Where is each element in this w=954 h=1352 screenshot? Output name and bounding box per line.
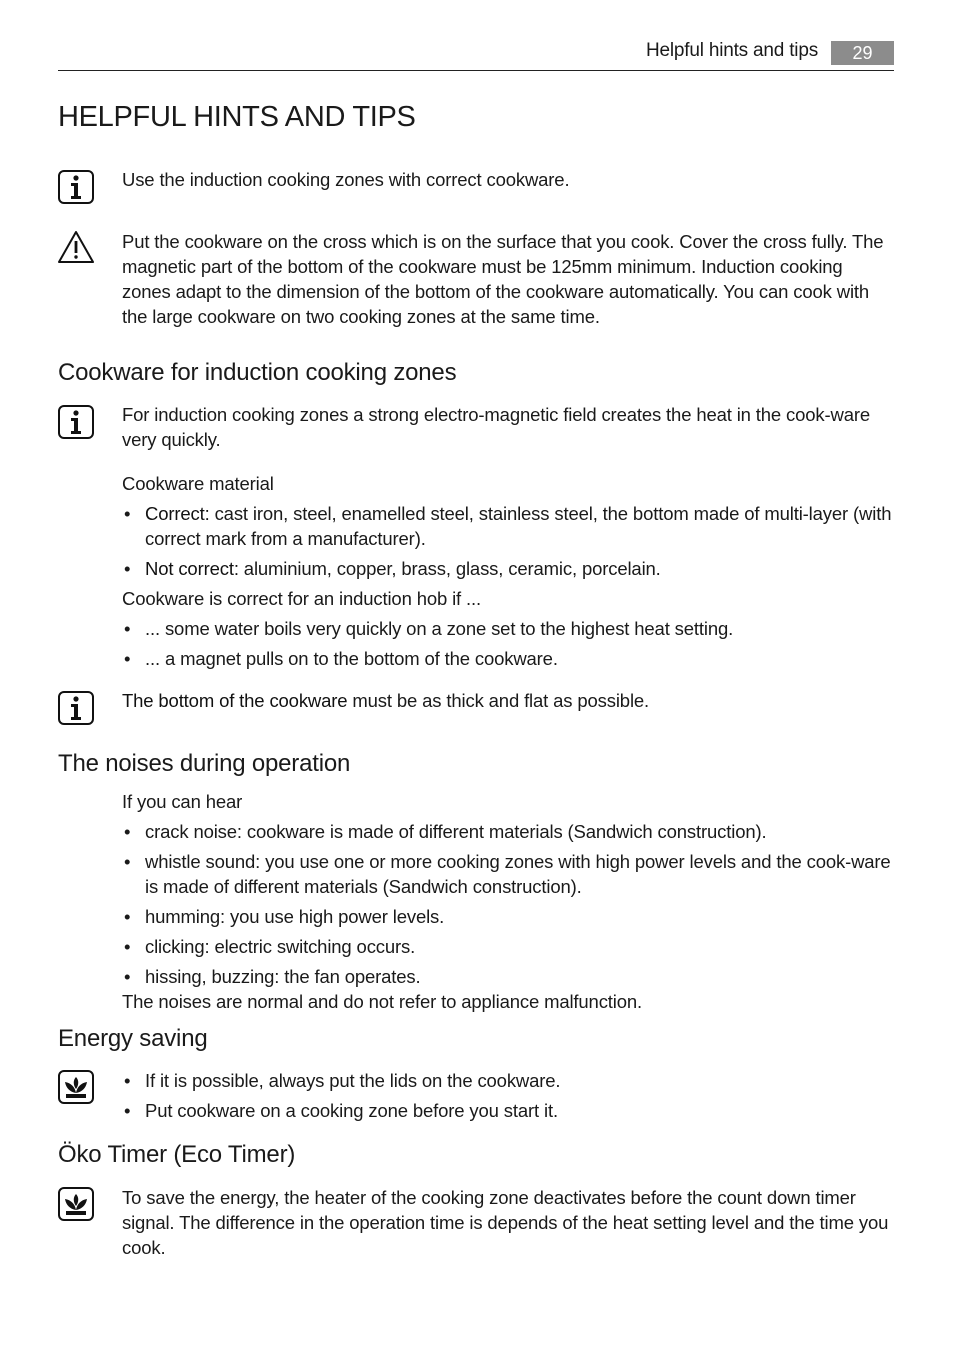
intro-warning-text: Put the cookware on the cross which is on the surface that you cook. Cover the cross fully. The magnetic part of the bottom of the cookware must be 125mm minimum. Induction cooking zones adapt to the dimension of the bottom of the cookware automatically. You can cook with the large cookware on two cooking zones at the same time. xyxy=(122,231,884,327)
energy-list xyxy=(122,1068,896,1123)
page-number: 29 xyxy=(831,41,894,65)
correct-text: cast iron, steel, enamelled steel, stainless steel, the bottom made of multi-layer (with correct mark from a manufacturer). xyxy=(145,503,892,549)
list-item: • hissing, buzzing: the fan operates. xyxy=(122,964,896,989)
list-item xyxy=(122,556,896,581)
material-list xyxy=(122,501,896,581)
header-rule xyxy=(58,70,894,71)
not-correct-text: aluminium, copper, brass, glass, ceramic, porcelain. xyxy=(238,558,661,579)
page-title: HELPFUL HINTS AND TIPS xyxy=(58,101,416,133)
list-item: • If it is possible, always put the lids on the cookware. xyxy=(122,1068,896,1093)
list-item: • crack noise: cookware is made of different materials (Sandwich construction). xyxy=(122,819,896,844)
list-item: • ... a magnet pulls on to the bottom of the cookware. xyxy=(122,646,896,671)
energy-heading: Energy saving xyxy=(58,1025,208,1052)
cookware-check-label: Cookware is correct for an induction hob if ... xyxy=(122,588,482,609)
info-icon xyxy=(58,691,94,725)
noises-block xyxy=(122,789,896,1014)
environment-icon xyxy=(58,1070,94,1104)
correct-label: Correct: xyxy=(145,503,210,524)
cookware-material-block xyxy=(122,471,896,676)
bottom-text: must be as thick and flat as possible. xyxy=(347,690,650,711)
cookware-info-text: For induction cooking zones a strong electro-magnetic field creates the heat in the cook-ware very quickly. xyxy=(122,404,871,450)
cookware-material-label: Cookware material xyxy=(122,473,274,494)
noises-list xyxy=(122,819,896,989)
list-item: • clicking: electric switching occurs. xyxy=(122,934,896,959)
list-item xyxy=(122,501,896,551)
eco-text: To save the energy, the heater of the cooking zone deactivates before the count down timer signal. The difference in the operation time is depends of the heat setting level and the time you cook. xyxy=(122,1187,889,1258)
warning-icon xyxy=(58,230,94,264)
noises-label: If you can hear xyxy=(122,791,243,812)
cookware-heading: Cookware for induction cooking zones xyxy=(58,359,457,386)
running-header: Helpful hints and tips xyxy=(646,40,818,61)
bottom-label: The bottom of the cookware xyxy=(122,690,348,711)
eco-heading: Öko Timer (Eco Timer) xyxy=(58,1141,296,1168)
not-correct-label: Not correct: xyxy=(145,558,239,579)
energy-block xyxy=(122,1068,896,1128)
list-item: • humming: you use high power levels. xyxy=(122,904,896,929)
list-item: • ... some water boils very quickly on a zone set to the highest heat setting. xyxy=(122,616,896,641)
environment-icon xyxy=(58,1187,94,1221)
info-icon xyxy=(58,405,94,439)
noises-heading: The noises during operation xyxy=(58,750,351,777)
check-list xyxy=(122,616,896,671)
info-icon xyxy=(58,170,94,204)
list-item: • Put cookware on a cooking zone before you start it. xyxy=(122,1098,896,1123)
list-item: • whistle sound: you use one or more cooking zones with high power levels and the cook-ware is made of different materials (Sandwich construction). xyxy=(122,849,896,899)
intro-info-text: Use the induction cooking zones with correct cookware. xyxy=(122,169,570,190)
noises-note: The noises are normal and do not refer to appliance malfunction. xyxy=(122,991,643,1012)
cookware-bottom-text xyxy=(122,688,896,713)
